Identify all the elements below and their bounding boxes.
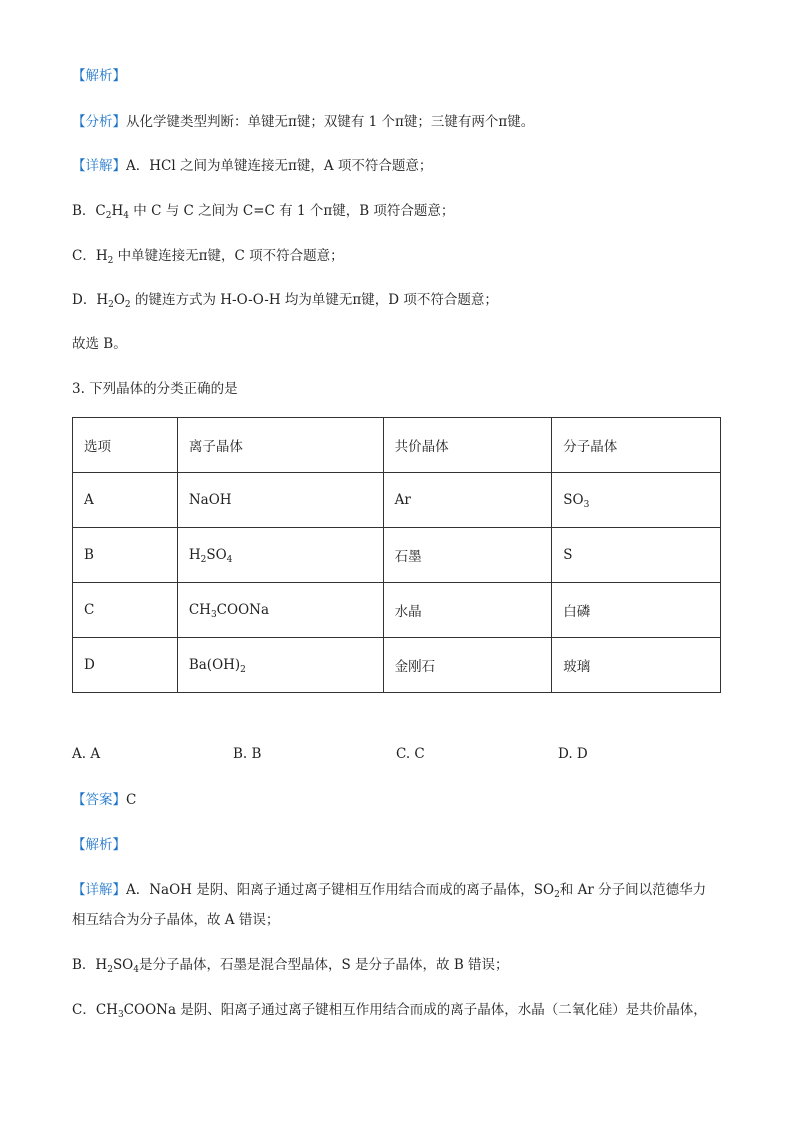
text: O: [113, 292, 125, 308]
table-cell: NaOH: [177, 473, 383, 528]
header-cell: 离子晶体: [177, 418, 383, 473]
table-cell: [177, 583, 383, 638]
text: COONa 是阴、阳离子通过离子键相互作用结合而成的离子晶体，水晶（二氧化硅）是共价晶体，: [123, 1002, 707, 1018]
text: 是分子晶体，石墨是混合型晶体，S 是分子晶体，故 B 错误；: [139, 957, 509, 973]
explain-line-a1: [72, 880, 706, 900]
subscript: 2: [124, 300, 131, 310]
answer-line: [72, 790, 136, 810]
subscript: 2: [105, 211, 112, 221]
analysis-tag: 【分析】: [72, 114, 126, 130]
subscript: 2: [240, 665, 246, 675]
subscript: 3: [210, 610, 217, 620]
text: 和 Ar 分子间以范德华力: [559, 882, 707, 898]
option-c: C. C: [396, 746, 425, 762]
table-row: [73, 638, 721, 693]
text: B．C: [72, 203, 106, 219]
option-b: B. B: [233, 746, 262, 762]
table-header-row: [73, 418, 721, 473]
table-cell: B: [73, 528, 178, 583]
table-row: [73, 473, 721, 528]
detail-line-b: [72, 201, 454, 221]
table-cell: [177, 638, 383, 693]
classification-table: [72, 417, 721, 693]
table-row: [73, 528, 721, 583]
detail-tag: 【详解】: [72, 158, 126, 174]
explain-line-a2: 相互结合为分子晶体，故 A 错误；: [72, 912, 280, 928]
detail-line-c: [72, 246, 344, 266]
table-cell: 金刚石: [383, 638, 552, 693]
header-cell: 分子晶体: [552, 418, 721, 473]
analysis-line: [72, 112, 534, 132]
subscript: 2: [554, 890, 560, 900]
analysis-text: 从化学键类型判断：单键无π键；双键有 1 个π键；三键有两个π键。: [126, 114, 535, 130]
detail-tag-2: 【详解】: [72, 882, 126, 898]
text: 中 C 与 C 之间为 C=C 有 1 个π键，B 项符合题意；: [129, 203, 455, 219]
detail-line-d: [72, 290, 498, 310]
option-d: D. D: [558, 746, 588, 762]
table-cell: D: [73, 638, 178, 693]
text: C．CH: [72, 1002, 118, 1018]
detail-a-text: A．HCl 之间为单键连接无π键，A 项不符合题意；: [126, 158, 433, 174]
table-cell: 石墨: [383, 528, 552, 583]
subscript: 2: [107, 256, 114, 266]
conclusion: 故选 B。: [72, 336, 127, 352]
text: D．H: [72, 292, 109, 308]
table-cell: [177, 528, 383, 583]
option-a: A. A: [72, 746, 101, 762]
answer-value: C: [126, 792, 137, 808]
text: 的键连方式为 H-O-O-H 均为单键无π键，D 项不符合题意；: [130, 292, 498, 308]
table-cell: S: [552, 528, 721, 583]
subscript: 3: [117, 1010, 124, 1020]
table-cell: Ar: [383, 473, 552, 528]
table-cell: A: [73, 473, 178, 528]
text: H: [188, 547, 201, 563]
text: SO: [112, 957, 134, 973]
analysis-heading: 【解析】: [72, 68, 126, 84]
subscript: 2: [107, 965, 113, 975]
text: 中单键连接无π键，C 项不符合题意；: [113, 248, 344, 264]
question-stem: 3. 下列晶体的分类正确的是: [72, 381, 238, 397]
analysis-heading-2: 【解析】: [72, 837, 126, 853]
text: A．NaOH 是阴、阳离子通过离子键相互作用结合而成的离子晶体，SO: [126, 882, 555, 898]
table-cell: C: [73, 583, 178, 638]
text: C．H: [72, 248, 108, 264]
text: SO: [563, 492, 584, 508]
header-cell: 选项: [73, 418, 178, 473]
subscript: 3: [583, 500, 590, 510]
answer-tag: 【答案】: [72, 792, 126, 808]
subscript: 2: [200, 555, 207, 565]
table-cell: 玻璃: [552, 638, 721, 693]
explain-line-c: [72, 1000, 707, 1020]
subscript: 2: [108, 300, 114, 310]
text: Ba(OH): [188, 657, 241, 673]
text: COONa: [216, 602, 269, 618]
table-cell: 白磷: [552, 583, 721, 638]
subscript: 4: [226, 555, 233, 565]
detail-line-a: [72, 156, 432, 176]
text: CH: [188, 602, 211, 618]
header-cell: 共价晶体: [383, 418, 552, 473]
table-row: [73, 583, 721, 638]
table-cell: [552, 473, 721, 528]
subscript: 4: [123, 211, 129, 221]
text: H: [111, 203, 124, 219]
explain-line-b: [72, 955, 509, 975]
text: B．H: [72, 957, 108, 973]
table-cell: 水晶: [383, 583, 552, 638]
text: SO: [206, 547, 227, 563]
subscript: 4: [133, 965, 139, 975]
